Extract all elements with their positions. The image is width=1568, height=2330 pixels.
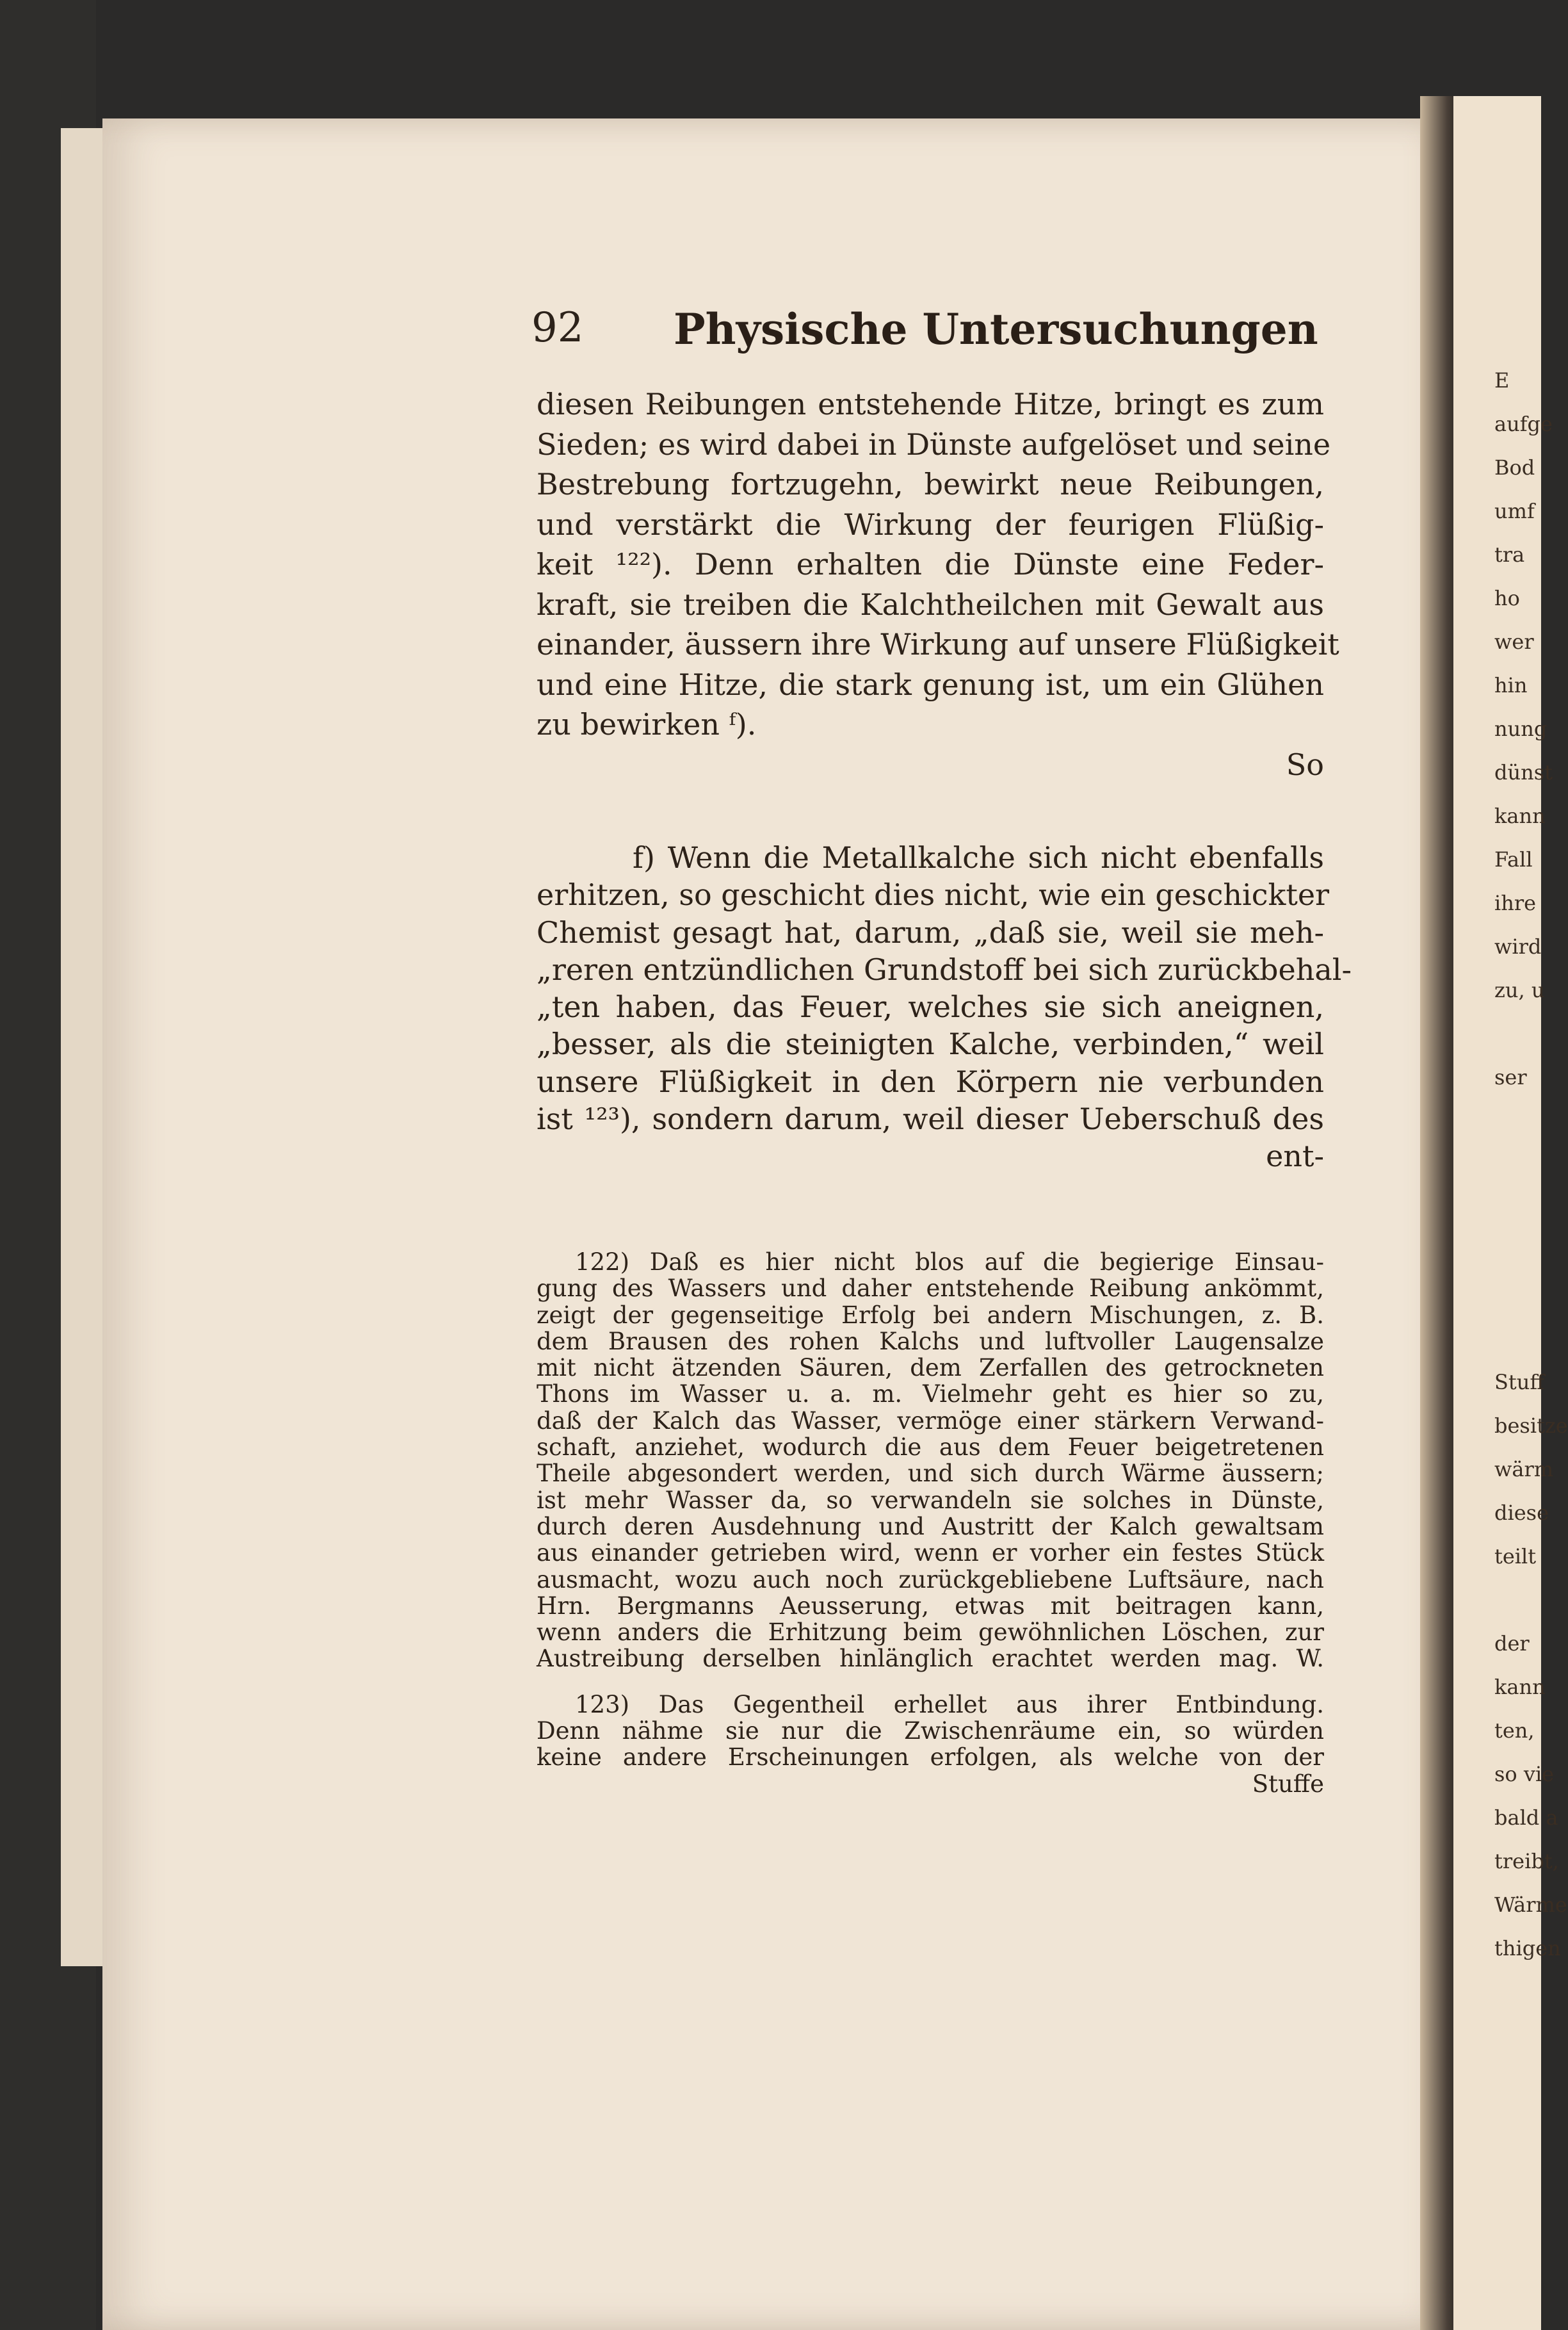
facing-page-fragment: thigen [1494,1936,1561,1960]
text-line: Bestrebung fortzugehn, bewirkt neue Reibungen, [537,467,1324,501]
footnote-line: durch deren Ausdehnung und Austritt der Kalch gewaltsam [537,1512,1324,1540]
running-title: Physische Untersuchungen [674,304,1318,354]
footnote-line: Theile abgesondert werden, und sich durch Wärme äussern; [537,1460,1324,1488]
note-line: Chemist gesagt hat, darum, „daß sie, weil sie meh- [537,915,1324,950]
facing-page-fragment: wer [1494,630,1534,654]
footnote-line: keine andere Erscheinungen erfolgen, als welche von der [537,1743,1324,1772]
facing-page-fragment: kann [1494,1675,1546,1699]
footnote-spacer [537,1672,1324,1691]
facing-page-fragment: dünst [1494,760,1553,785]
facing-page-fragment [1494,1578,1541,1622]
page-header [531,304,1319,368]
note-line: ist ¹²³), sondern darum, weil dieser Ueberschuß des [537,1102,1324,1137]
page-number: 92 [531,304,584,352]
facing-page-fragment: der [1494,1631,1530,1656]
text-line: diesen Reibungen entstehende Hitze, bringt es zum [537,387,1324,421]
catchword: Stuffe [1252,1770,1324,1798]
facing-page-fragment: wird [1494,934,1542,959]
facing-page-fragment: Fall [1494,847,1533,872]
facing-page-fragment [1494,1317,1541,1360]
note-line: „ten haben, das Feuer, welches sie sich aneignen, [537,990,1324,1025]
footnotes [537,1249,1324,1797]
catchword: ent- [1266,1139,1324,1174]
facing-page-fragment: ser [1494,1065,1527,1089]
note-line: „besser, als die steinigten Kalche, verbinden,“ weil [537,1027,1324,1062]
facing-page-fragment: teilt [1494,1544,1537,1568]
footnote-line: gung des Wassers und daher entstehende Reibung ankömmt, [537,1275,1324,1303]
facing-page-fragment: ihre [1494,891,1537,915]
facing-page-fragment: Wärme [1494,1893,1567,1917]
book-gutter [1420,96,1459,2330]
facing-page-fragment: Stuff [1494,1370,1545,1394]
facing-page-fragment: besitze [1494,1413,1568,1438]
note-line: unsere Flüßigkeit in den Körpern nie verbunden [537,1064,1324,1099]
text-line: keit ¹²²). Denn erhalten die Dünste eine Feder- [537,547,1324,582]
facing-page-fragment [1494,1143,1541,1186]
facing-page-fragment: Bod [1494,455,1535,480]
body-text [537,384,1339,785]
text-line: und verstärkt die Wirkung der feurigen Flüßig- [537,507,1324,542]
facing-page-fragment: bald a [1494,1805,1558,1830]
facing-page-fragment: kann [1494,804,1546,828]
footnote-line: Thons im Wasser u. a. m. Vielmehr geht es hier so zu, [537,1380,1324,1408]
facing-page-fragment: ten, [1494,1718,1535,1743]
footnote-line: mit nicht ätzenden Säuren, dem Zerfallen des getrockneten [537,1354,1324,1382]
note-line: f) Wenn die Metallkalche sich nicht ebenfalls [633,840,1324,875]
text-line: zu bewirken ᶠ). [537,707,757,742]
text-line: kraft, sie treiben die Kalchtheilchen mit Gewalt aus [537,587,1324,622]
note-line: „reren entzündlichen Grundstoff bei sich zurückbehal- [537,952,1352,987]
facing-page-fragment: so vie [1494,1762,1555,1786]
catchword: So [1286,747,1324,782]
facing-page-fragment: wärm [1494,1457,1554,1481]
footnote-line: Austreibung derselben hinlänglich erachtet werden mag. W. [537,1645,1324,1673]
facing-page-fragment: tra [1494,542,1525,567]
text-line: Sieden; es wird dabei in Dünste aufgelöset und seine [537,427,1331,462]
footnote-line: aus einander getrieben wird, wenn er vorher ein festes Stück [537,1539,1324,1567]
facing-page-fragment: zu, u [1494,978,1545,1002]
facing-page-fragment: ho [1494,586,1520,610]
footnote-line: Hrn. Bergmanns Aeusserung, etwas mit beitragen kann, [537,1592,1324,1620]
footnote-line: 122) Daß es hier nicht blos auf die begierige Einsau- [575,1248,1324,1276]
footnote-line: zeigt der gegenseitige Erfolg bei andern Mischungen, z. B. [537,1301,1324,1329]
facing-page-fragment: diese [1494,1501,1549,1525]
facing-page-fragment [1494,1273,1541,1317]
footnote-line: ausmacht, wozu auch noch zurückgebliebene Luftsäure, nach [537,1565,1324,1593]
facing-page-text [1494,359,1568,1970]
footnote-line: dem Brausen des rohen Kalchs und luftvoller Laugensalze [537,1327,1324,1355]
footnote-line: 123) Das Gegentheil erhellet aus ihrer Entbindung. [575,1690,1324,1718]
facing-page-fragment: treibt, [1494,1849,1559,1873]
facing-page-fragment: hin [1494,673,1528,697]
footnote-line: daß der Kalch das Wasser, vermöge einer stärkern Verwand- [537,1406,1324,1435]
facing-page-fragment [1494,1099,1541,1143]
footnote-line: wenn anders die Erhitzung beim gewöhnlichen Löschen, zur [537,1618,1324,1647]
text-line: einander, äussern ihre Wirkung auf unsere Flüßigkeit [537,627,1339,662]
facing-page-fragment [1494,1012,1541,1055]
facing-page-fragment: nung [1494,717,1548,741]
note-line: erhitzen, so geschicht dies nicht, wie ein geschickter [537,877,1330,913]
facing-page-fragment: E [1494,368,1510,393]
footnote-line: ist mehr Wasser da, so verwandeln sie solches in Dünste, [537,1486,1324,1514]
facing-page-fragment [1494,1230,1541,1273]
footnote-line: Denn nähme sie nur die Zwischenräume ein, so würden [537,1717,1324,1745]
facing-page-fragment [1494,1186,1541,1230]
facing-page-fragment: umf [1494,499,1535,523]
note-f [537,839,1352,1175]
facing-page-fragment: aufge [1494,412,1553,436]
text-line: und eine Hitze, die stark genung ist, um ein Glühen [537,667,1324,702]
footnote-line: schaft, anziehet, wodurch die aus dem Feuer beigetretenen [537,1433,1324,1462]
